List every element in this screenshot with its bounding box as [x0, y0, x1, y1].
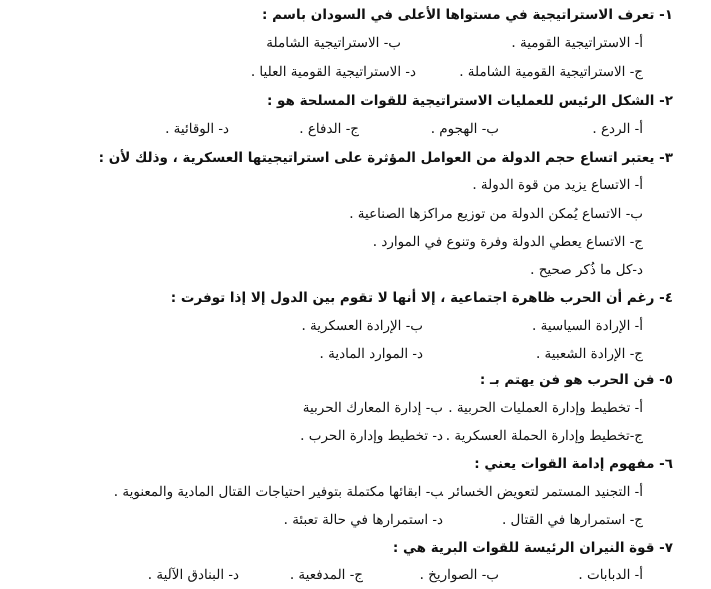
q1-option-c: ج- الاستراتيجية القومية الشاملة . — [459, 64, 643, 80]
question-7-stem: ٧- قوة النيران الرئيسة للقوات البرية هي : — [392, 540, 673, 556]
q1-option-a: أ- الاستراتيجية القومية . — [511, 35, 643, 51]
q1-option-b: ب- الاستراتيجية الشاملة — [266, 35, 401, 51]
q2-option-a: أ- الردع . — [592, 121, 643, 137]
q6-option-a: أ- التجنيد المستمر لتعويض الخسائر . — [440, 484, 643, 500]
question-6-stem: ٦- مفهوم إدامة القوات يعني : — [474, 456, 673, 472]
q7-option-c: ج- المدفعية . — [289, 567, 363, 583]
q1-option-d: د- الاستراتيجية القومية العليا . — [250, 64, 416, 80]
q4-option-c: ج- الإرادة الشعبية . — [535, 346, 643, 362]
question-1-stem: ١- تعرف الاستراتيجية في مستواها الأعلى في السودان باسم : — [262, 7, 673, 23]
q7-option-b: ب- الصواريخ . — [419, 567, 499, 583]
q2-option-c: ج- الدفاع . — [299, 121, 359, 137]
q6-option-c: ج- استمرارها في القتال . — [501, 512, 643, 528]
question-5-stem: ٥- فن الحرب هو فن يهتم بـ : — [479, 372, 673, 388]
q6-option-b: ب- ابقائها مكتملة بتوفير احتياجات القتال المادية والمعنوية . — [113, 484, 443, 500]
q5-option-d: د- تخطيط وإدارة الحرب . — [300, 428, 443, 444]
q2-option-b: ب- الهجوم . — [430, 121, 499, 137]
q7-option-a: أ- الدبابات . — [578, 567, 643, 583]
q6-option-d: د- استمرارها في حالة تعبئة . — [283, 512, 443, 528]
q5-option-c: ج-تخطيط وإدارة الحملة العسكرية . — [445, 428, 643, 444]
q3-option-d: د-كل ما ذُكر صحيح . — [530, 262, 643, 278]
q4-option-b: ب- الإرادة العسكرية . — [301, 318, 423, 334]
question-2-stem: ٢- الشكل الرئيس للعمليات الاستراتيجية للقوات المسلحة هو : — [266, 93, 673, 109]
q3-option-c: ج- الاتساع يعطي الدولة وفرة وتنوع في الموارد . — [372, 234, 643, 250]
q4-option-d: د- الموارد المادية . — [319, 346, 423, 362]
q3-option-b: ب- الاتساع يُمكن الدولة من توزيع مراكزها الصناعية . — [349, 206, 643, 222]
q7-option-d: د- البنادق الآلية . — [147, 567, 239, 583]
question-3-stem: ٣- يعتبر اتساع حجم الدولة من العوامل المؤثرة على استراتيجيتها العسكرية ، وذلك لأن : — [98, 150, 673, 166]
q4-option-a: أ- الإرادة السياسية . — [532, 318, 643, 334]
q3-option-a: أ- الاتساع يزيد من قوة الدولة . — [472, 177, 643, 193]
q5-option-a: أ- تخطيط وإدارة العمليات الحربية . — [448, 400, 643, 416]
q2-option-d: د- الوقائية . — [165, 121, 229, 137]
q5-option-b: ب- إدارة المعارك الحربية — [302, 400, 443, 416]
question-4-stem: ٤- رغم أن الحرب ظاهرة اجتماعية ، إلا أنها لا تقوم بين الدول إلا إذا توفرت : — [170, 290, 673, 306]
